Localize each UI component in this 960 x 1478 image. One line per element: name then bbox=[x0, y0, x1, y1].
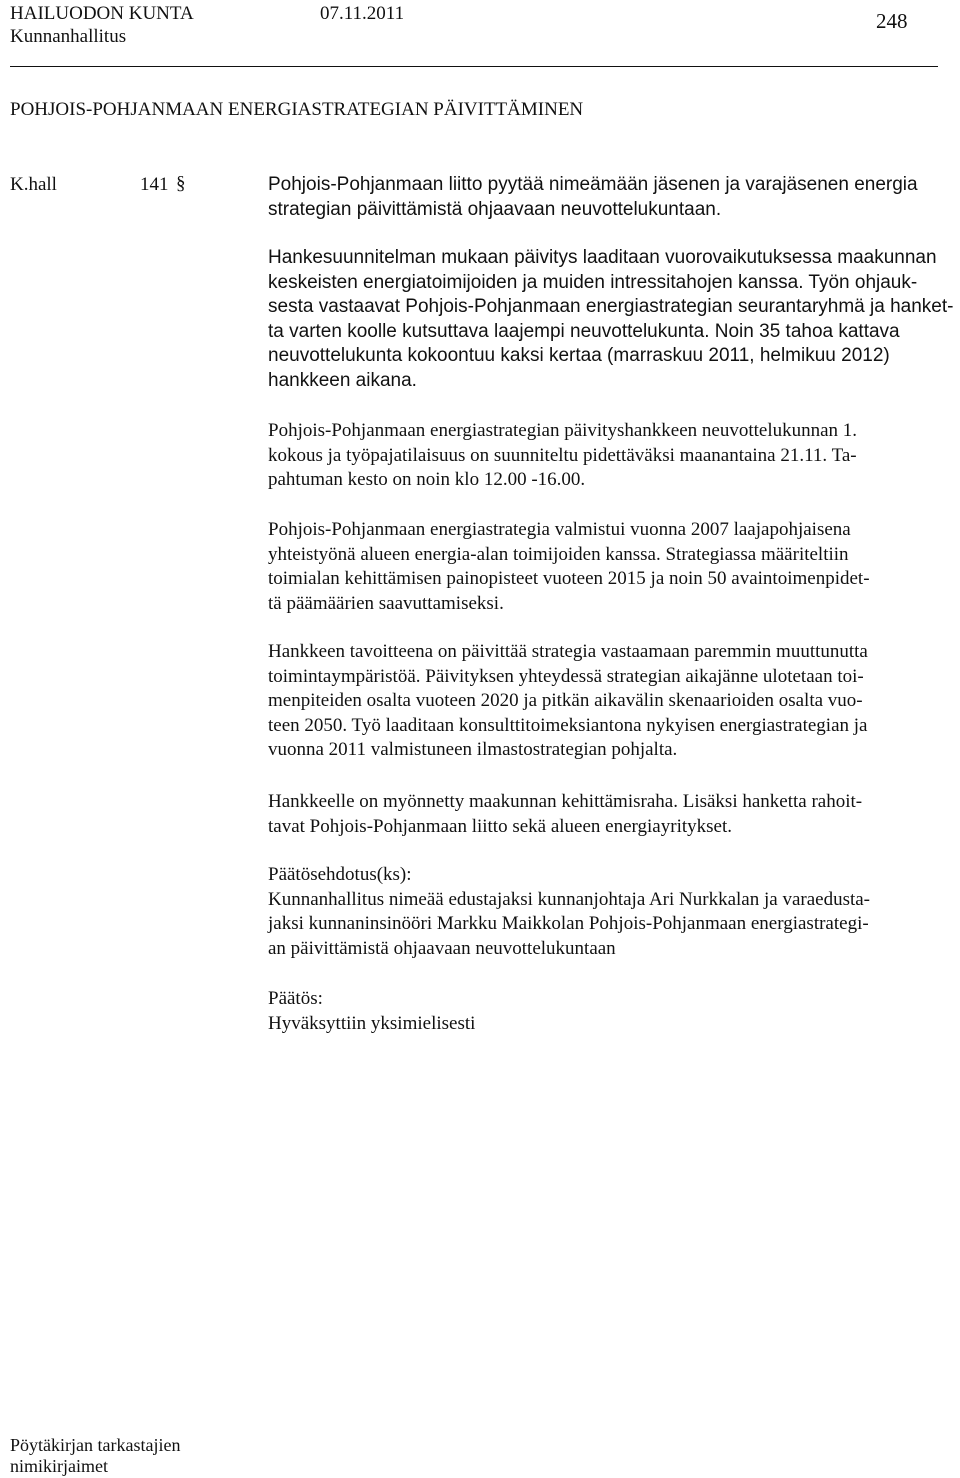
text-line: yhteistyönä alueen energia-alan toimijoiden kanssa. Strategiassa määriteltiin bbox=[268, 543, 849, 565]
text-line: strategian päivittämistä ohjaavaan neuvottelukuntaan. bbox=[268, 198, 722, 220]
section-sign: § bbox=[176, 173, 186, 194]
text-line: Hankkeelle on myönnetty maakunnan kehittämisraha. Lisäksi hanketta rahoit- bbox=[268, 791, 863, 812]
footer-initials-label-line1: Pöytäkirjan tarkastajien bbox=[10, 1435, 181, 1455]
text-line: Hankkeen tavoitteena on päivittää strategia vastaamaan paremmin muuttunutta bbox=[268, 641, 868, 662]
decision-text: Hyväksyttiin yksimielisesti bbox=[268, 1012, 476, 1034]
meeting-date: 07.11.2011 bbox=[320, 3, 405, 24]
decision bbox=[268, 987, 948, 1036]
text-line: neuvottelukunta kokoontuu kaksi kertaa (marraskuu 2011, helmikuu 2012) bbox=[268, 345, 890, 367]
text-line: teen 2050. Työ laaditaan konsulttitoimeksiantona nykyisen energiastrategian ja bbox=[268, 714, 868, 736]
decision-proposal bbox=[268, 863, 948, 961]
text-line: an päivittämistä ohjaavaan neuvottelukuntaan bbox=[268, 937, 616, 959]
text-line: sesta vastaavat Pohjois-Pohjanmaan energiastrategian seurantaryhmä ja hanket- bbox=[268, 296, 954, 318]
text-line: vuonna 2011 valmistuneen ilmastostrategian pohjalta. bbox=[268, 739, 678, 761]
municipality-name: HAILUODON KUNTA bbox=[10, 3, 194, 24]
paragraph-meeting bbox=[268, 419, 948, 493]
section-title: POHJOIS-POHJANMAAN ENERGIASTRATEGIAN PÄIVITTÄMINEN bbox=[10, 99, 584, 120]
page-number: 248 bbox=[876, 9, 908, 33]
paragraph-goal bbox=[268, 640, 948, 763]
reference-body: K.hall bbox=[10, 174, 57, 195]
text-line: tavat Pohjois-Pohjanmaan liitto sekä alueen energiayritykset. bbox=[268, 815, 732, 837]
reference-number: 141 bbox=[140, 174, 169, 195]
governing-body: Kunnanhallitus bbox=[10, 26, 127, 47]
text-line: Pohjois-Pohjanmaan energiastrategian päivityshankkeen neuvottelukunnan 1. bbox=[268, 420, 858, 441]
proposal-label: Päätösehdotus(ks): bbox=[268, 864, 412, 885]
decision-label: Päätös: bbox=[268, 988, 323, 1009]
text-line: toimintaympäristöä. Päivityksen yhteydessä strategian aikajänne ulotetaan toi- bbox=[268, 665, 864, 687]
text-line: hankkeen aikana. bbox=[268, 369, 417, 391]
text-line: ta varten koolle kutsuttava laajempi neuvottelukunta. Noin 35 tahoa kattava bbox=[268, 320, 900, 342]
text-line: keskeisten energiatoimijoiden ja muiden intressitahojen kanssa. Työn ohjauk- bbox=[268, 271, 918, 293]
header-rule bbox=[10, 66, 938, 67]
text-line: tä päämäärien saavuttamiseksi. bbox=[268, 592, 504, 614]
text-line: Pohjois-Pohjanmaan liitto pyytää nimeämään jäsenen ja varajäsenen energia bbox=[268, 174, 918, 195]
text-line: pahtuman kesto on noin klo 12.00 -16.00. bbox=[268, 469, 586, 491]
text-line: Kunnanhallitus nimeää edustajaksi kunnanjohtaja Ari Nurkkalan ja varaedusta- bbox=[268, 888, 871, 910]
paragraph-plan bbox=[268, 246, 954, 394]
text-line: kokous ja työpajatilaisuus on suunniteltu pidettäväksi maanantaina 21.11. Ta- bbox=[268, 444, 857, 466]
paragraph-funding bbox=[268, 790, 948, 839]
text-line: menpiteiden osalta vuoteen 2020 ja pitkän aikavälin skenaarioiden osalta vuo- bbox=[268, 690, 863, 712]
text-line: toimialan kehittämisen painopisteet vuoteen 2015 ja noin 50 avaintoimenpidet- bbox=[268, 568, 870, 590]
text-line: Hankesuunnitelman mukaan päivitys laaditaan vuorovaikutuksessa maakunnan bbox=[268, 247, 937, 268]
text-line: jaksi kunnaninsinööri Markku Maikkolan Pohjois-Pohjanmaan energiastrategi- bbox=[268, 913, 869, 935]
text-line: Pohjois-Pohjanmaan energiastrategia valmistui vuonna 2007 laajapohjaisena bbox=[268, 519, 851, 540]
paragraph-background bbox=[268, 518, 948, 616]
paragraph-request bbox=[268, 173, 948, 222]
footer-initials-label-line2: nimikirjaimet bbox=[10, 1456, 108, 1476]
